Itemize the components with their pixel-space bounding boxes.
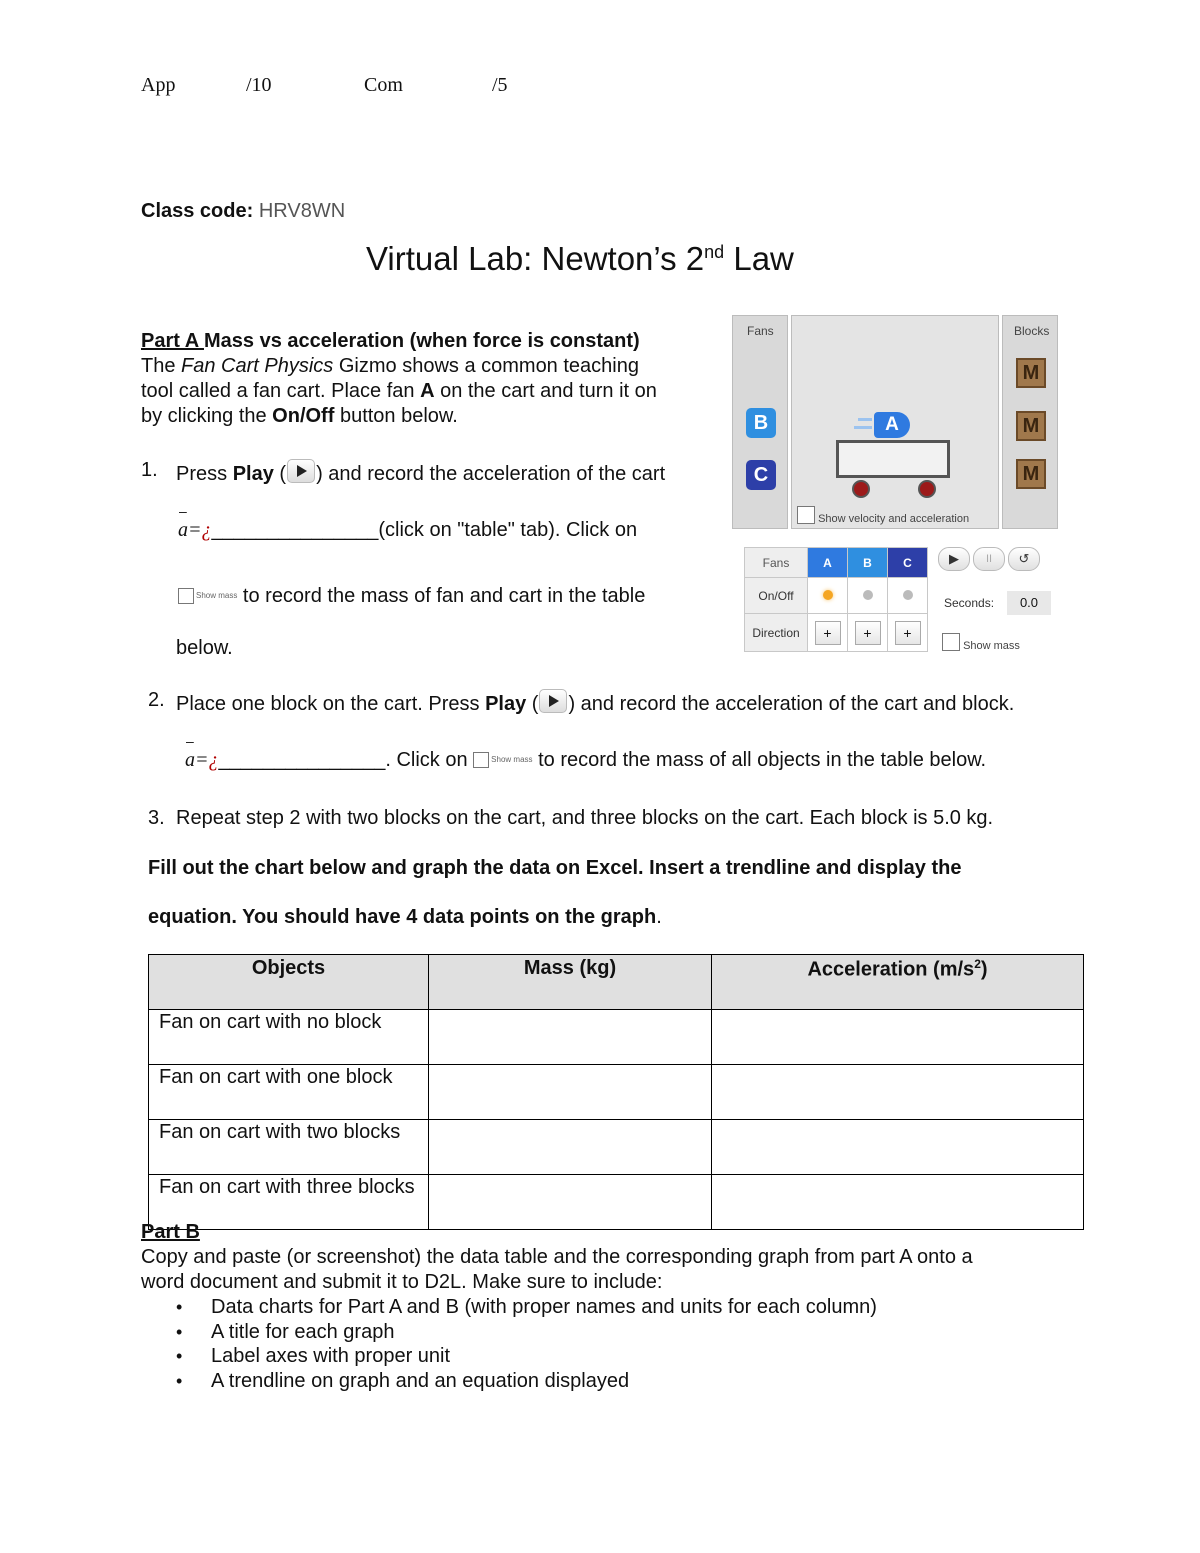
header-objects: Objects — [149, 955, 429, 1010]
part-a-title: Mass vs acceleration (when force is constant) — [203, 330, 640, 352]
acceleration-cell[interactable] — [712, 1065, 1084, 1120]
list-item: • A title for each graph — [176, 1320, 877, 1345]
header-mass: Mass (kg) — [429, 955, 712, 1010]
track-panel — [791, 315, 999, 529]
step-3-text: Repeat step 2 with two blocks on the cart, and three blocks on the cart. Each block is 5.0 kg. — [176, 807, 994, 829]
step-2-text: Place one block on the cart. Press Play ( ) and record the acceleration of the cart and block. — [176, 689, 1014, 716]
reset-button[interactable]: ↺ — [1008, 547, 1040, 571]
part-a-label: Part A — [141, 330, 204, 352]
table-header-row — [149, 955, 1084, 1010]
class-code-value: HRV8WN — [258, 200, 346, 222]
list-item: • A trendline on graph and an equation displayed — [176, 1369, 877, 1394]
list-item: • Label axes with proper unit — [176, 1344, 877, 1369]
show-velocity-row[interactable]: Show velocity and acceleration — [797, 506, 969, 525]
mass-cell[interactable] — [429, 1010, 712, 1065]
step-3-number: 3. — [148, 807, 165, 829]
data-table — [148, 954, 1084, 1230]
part-b-line-1: Copy and paste (or screenshot) the data table and the corresponding graph from part A onto a — [141, 1246, 973, 1268]
cart-wheel-left — [852, 480, 870, 498]
step-2-number: 2. — [148, 689, 165, 711]
list-item: • Data charts for Part A and B (with proper names and units for each column) — [176, 1295, 877, 1320]
block-3[interactable]: M — [1016, 459, 1046, 489]
onoff-a-button[interactable] — [823, 590, 833, 600]
step-2-equation: – a=¿_______________. Click on $^{Show mass}$ to record the mass of all objects in the table below. — [185, 733, 987, 771]
fan-control-table: Fans A B C On/Off Direction + + + — [744, 547, 928, 652]
blocks-panel: Blocks M M M — [1002, 315, 1058, 529]
cart-wheel-right — [918, 480, 936, 498]
onoff-b-button[interactable] — [863, 590, 873, 600]
page-title — [366, 240, 794, 278]
step-1-equation: – a=¿_______________(click on "table" tab). Click on — [178, 503, 638, 541]
direction-a-button[interactable]: + — [815, 621, 841, 645]
title-main: Virtual Lab: Newton’s 2 — [366, 240, 705, 277]
acceleration-cell[interactable] — [712, 1120, 1084, 1175]
tab-fan-c[interactable]: C — [888, 548, 928, 578]
step-1-below: below. — [176, 637, 233, 659]
gizmo-simulation — [732, 315, 1058, 660]
direction-b-button[interactable]: + — [855, 621, 881, 645]
tab-fan-a[interactable]: A — [808, 548, 848, 578]
seconds-label: Seconds: — [944, 596, 995, 610]
class-code — [141, 200, 345, 223]
intro-line-2: tool called a fan cart. Place fan A on the cart and turn it on — [141, 380, 657, 402]
fan-a-icon: A — [874, 412, 910, 438]
part-b-heading: Part B — [141, 1221, 200, 1243]
play-button[interactable]: ▶ — [938, 547, 970, 571]
show-mass-checkbox[interactable] — [942, 633, 960, 651]
acceleration-cell[interactable] — [712, 1175, 1084, 1230]
show-velocity-checkbox[interactable] — [797, 506, 815, 524]
title-sup: nd — [704, 242, 725, 262]
show-mass-row[interactable]: Show mass — [942, 633, 1020, 652]
mass-cell[interactable] — [429, 1065, 712, 1120]
seconds-value: 0.0 — [1007, 591, 1051, 615]
block-1[interactable]: M — [1016, 358, 1046, 388]
fan-b-icon[interactable]: B — [746, 408, 776, 438]
fans-panel: Fans B C — [732, 315, 788, 529]
fan-c-icon[interactable]: C — [746, 460, 776, 490]
block-2[interactable]: M — [1016, 411, 1046, 441]
fill-instruction-2: equation. You should have 4 data points on the graph. — [148, 906, 662, 928]
class-code-label: Class code: — [141, 200, 254, 222]
show-mass-checkbox-icon — [178, 588, 194, 604]
cart — [836, 440, 950, 478]
table-row: Fan on cart with two blocks — [149, 1120, 1084, 1175]
header-acceleration: Acceleration $(m/s^2)$ — [712, 955, 1084, 1010]
fill-instruction-1: Fill out the chart below and graph the data on Excel. Insert a trendline and display the — [148, 857, 962, 879]
com-score: /5 — [492, 74, 508, 96]
onoff-c-button[interactable] — [903, 590, 913, 600]
play-icon — [539, 689, 567, 713]
intro-line-3: by clicking the On/Off button below. — [141, 405, 458, 427]
pause-button[interactable]: II — [973, 547, 1005, 571]
tab-fan-b[interactable]: B — [848, 548, 888, 578]
play-icon — [287, 459, 315, 483]
step-1-text: Press Play ( ) and record the acceleration of the cart — [176, 459, 665, 486]
title-tail: Law — [724, 240, 794, 277]
step-1-number: 1. — [141, 459, 158, 481]
mass-cell[interactable] — [429, 1120, 712, 1175]
app-score: /10 — [246, 74, 272, 96]
part-b-requirements — [176, 1295, 877, 1394]
part-b-line-2: word document and submit it to D2L. Make sure to include: — [141, 1271, 663, 1293]
mass-cell[interactable] — [429, 1175, 712, 1230]
direction-c-button[interactable]: + — [895, 621, 921, 645]
acceleration-cell[interactable] — [712, 1010, 1084, 1065]
app-label: App — [141, 74, 176, 96]
table-row: Fan on cart with no block — [149, 1010, 1084, 1065]
step-1-show-mass-line: $^{Show mass}$ to record the mass of fan and cart in the table — [178, 585, 645, 608]
intro-line-1: The Fan Cart Physics Gizmo shows a common teaching — [141, 355, 639, 377]
table-row: Fan on cart with one block — [149, 1065, 1084, 1120]
table-row: Fan on cart with three blocks — [149, 1175, 1084, 1230]
show-mass-checkbox-icon — [473, 752, 489, 768]
com-label: Com — [364, 74, 403, 96]
part-a-heading — [141, 330, 640, 353]
